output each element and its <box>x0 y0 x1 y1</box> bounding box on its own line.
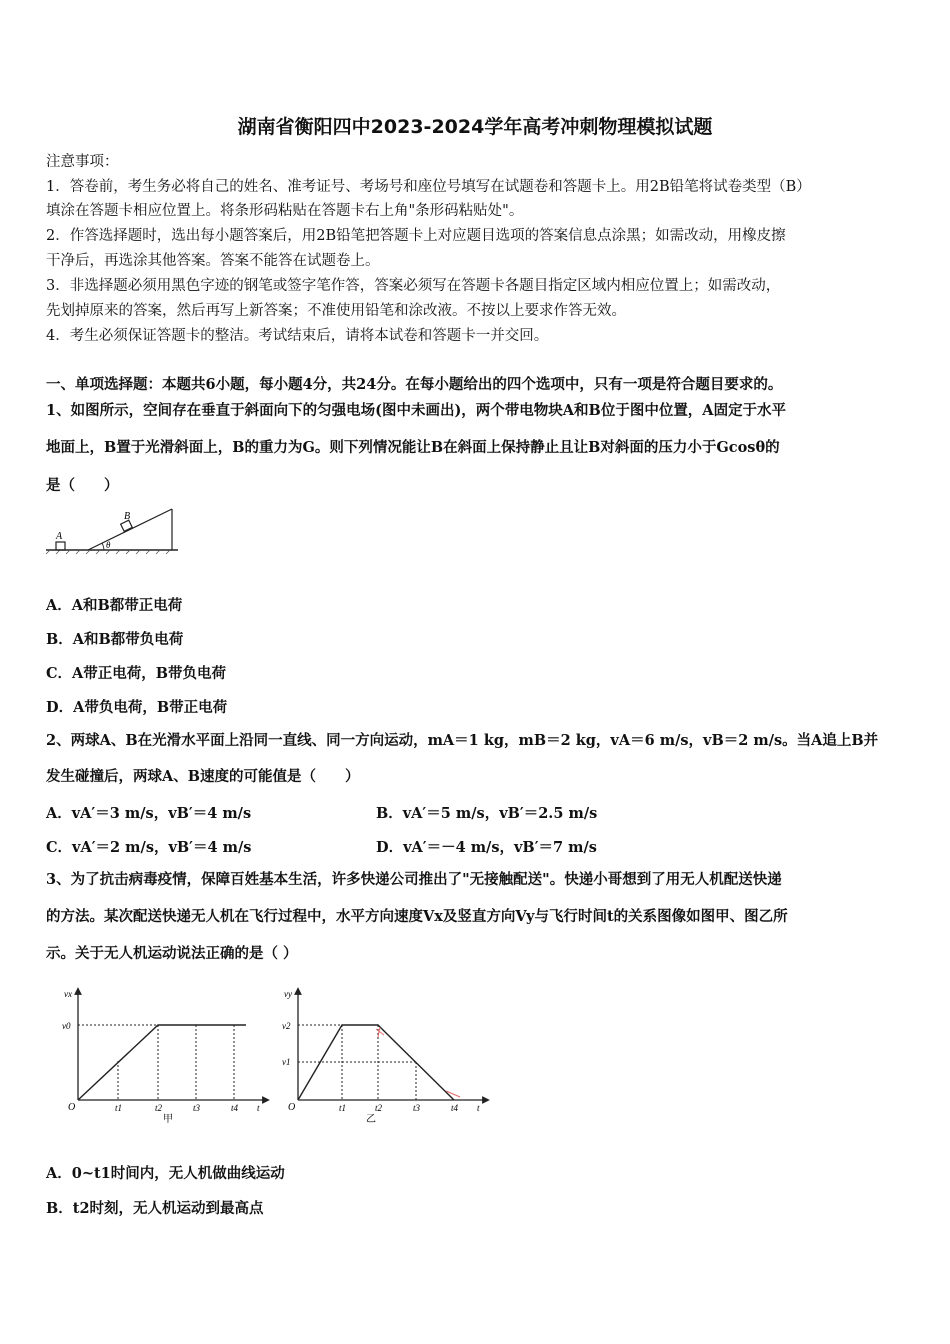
page-title: 湖南省衡阳四中2023-2024学年高考冲刺物理模拟试题 <box>237 116 713 138</box>
q3-stem: 3、为了抗击病毒疫情，保障百姓基本生活，许多快递公司推出了"无接触配送"。快递小哥想到了用无人机配送快递 <box>46 871 782 888</box>
label-a: A <box>56 531 63 542</box>
notice-line: 填涂在答题卡相应位置上。将条形码粘贴在答题卡右上角"条形码粘贴处"。 <box>46 203 524 219</box>
block-a <box>56 542 65 550</box>
q1-option-a[interactable]: A．A和B都带正电荷 <box>46 597 183 614</box>
q2-stem: 2、两球A、B在光滑水平面上沿同一直线、同一方向运动，mA＝1 kg，mB＝2 kg，vA＝6 m/s，vB＝2 m/s。当A追上B并 <box>46 732 879 749</box>
q3-graph-vy <box>280 985 490 1125</box>
g1-yaxis-label: vx <box>64 989 72 999</box>
g1-origin: O <box>68 1102 76 1113</box>
notice-line: 干净后，再选涂其他答案。答案不能答在试题卷上。 <box>46 253 380 269</box>
g2-yaxis-label: vy <box>284 989 292 999</box>
g2-xtick: t2 <box>375 1103 383 1113</box>
q1-stem: 地面上，B置于光滑斜面上，B的重力为G。则下列情况能让B在斜面上保持静止且让B对斜面的压力小于Gcosθ的 <box>46 439 780 456</box>
q3-option-a[interactable]: A．0~t1时间内，无人机做曲线运动 <box>46 1165 285 1182</box>
notice-line: 3．非选择题必须用黑色字迹的钢笔或签字笔作答，答案必须写在答题卡各题目指定区域内相应位置上；如需改动， <box>46 278 781 294</box>
q1-stem: 是（ ） <box>46 477 119 494</box>
g2-caption: 乙 <box>366 1114 376 1125</box>
notice-line: 1．答卷前，考生务必将自己的姓名、准考证号、考场号和座位号填写在试题卷和答题卡上。用2B铅笔将试卷类型（B） <box>46 179 811 195</box>
g2-origin: O <box>288 1102 296 1113</box>
q3-option-b[interactable]: B．t2时刻，无人机运动到最高点 <box>46 1200 264 1217</box>
notice-heading: 注意事项： <box>46 154 119 170</box>
q2-option-c[interactable]: C．vA′＝2 m/s，vB′＝4 m/s <box>46 839 252 856</box>
q1-stem: 1、如图所示，空间存在垂直于斜面向下的匀强电场(图中未画出)，两个带电物块A和B位于图中位置，A固定于水平 <box>46 402 787 419</box>
q3-stem: 示。关于无人机运动说法正确的是（ ） <box>46 945 298 962</box>
g1-xtick: t4 <box>231 1103 239 1113</box>
g1-caption: 甲 <box>163 1114 173 1125</box>
q3-stem: 的方法。某次配送快递无人机在飞行过程中，水平方向速度Vx及竖直方向Vy与飞行时间t的关系图像如图甲、图乙所 <box>46 908 788 925</box>
g2-ytick: v1 <box>282 1057 291 1067</box>
q1-option-c[interactable]: C．A带正电荷，B带负电荷 <box>46 665 227 682</box>
label-theta: θ <box>106 540 111 550</box>
q2-option-b[interactable]: B．vA′＝5 m/s，vB′＝2.5 m/s <box>376 805 598 822</box>
q3-graph-vx <box>60 985 270 1125</box>
g2-xtick: t3 <box>413 1103 421 1113</box>
section-heading: 一、单项选择题：本题共6小题，每小题4分，共24分。在每小题给出的四个选项中，只有一项是符合题目要求的。 <box>46 376 783 393</box>
g1-xaxis-label: t <box>257 1103 260 1113</box>
q1-option-d[interactable]: D．A带负电荷，B带正电荷 <box>46 699 228 716</box>
g2-ytick: v2 <box>282 1021 291 1031</box>
g1-ytick: v0 <box>62 1021 71 1031</box>
g2-xtick: t1 <box>339 1103 347 1113</box>
notice-line: 4．考生必须保证答题卡的整洁。考试结束后，请将本试卷和答题卡一并交回。 <box>46 328 549 344</box>
g1-xtick: t3 <box>193 1103 201 1113</box>
label-b: B <box>124 511 131 522</box>
notice-line: 先划掉原来的答案，然后再写上新答案；不准使用铅笔和涂改液。不按以上要求作答无效。 <box>46 303 626 319</box>
g2-xaxis-label: t <box>477 1103 480 1113</box>
g1-xtick: t2 <box>155 1103 163 1113</box>
q2-option-a[interactable]: A．vA′＝3 m/s，vB′＝4 m/s <box>46 805 252 822</box>
notice-line: 2．作答选择题时，选出每小题答案后，用2B铅笔把答题卡上对应题目选项的答案信息点涂黑；如需改动，用橡皮擦 <box>46 228 786 244</box>
g2-xtick: t4 <box>451 1103 459 1113</box>
q1-incline-figure <box>44 505 180 555</box>
q2-option-d[interactable]: D．vA′＝－4 m/s，vB′＝7 m/s <box>376 839 597 856</box>
q2-stem: 发生碰撞后，两球A、B速度的可能值是（ ） <box>46 768 360 785</box>
q1-option-b[interactable]: B．A和B都带负电荷 <box>46 631 184 648</box>
g1-xtick: t1 <box>115 1103 123 1113</box>
